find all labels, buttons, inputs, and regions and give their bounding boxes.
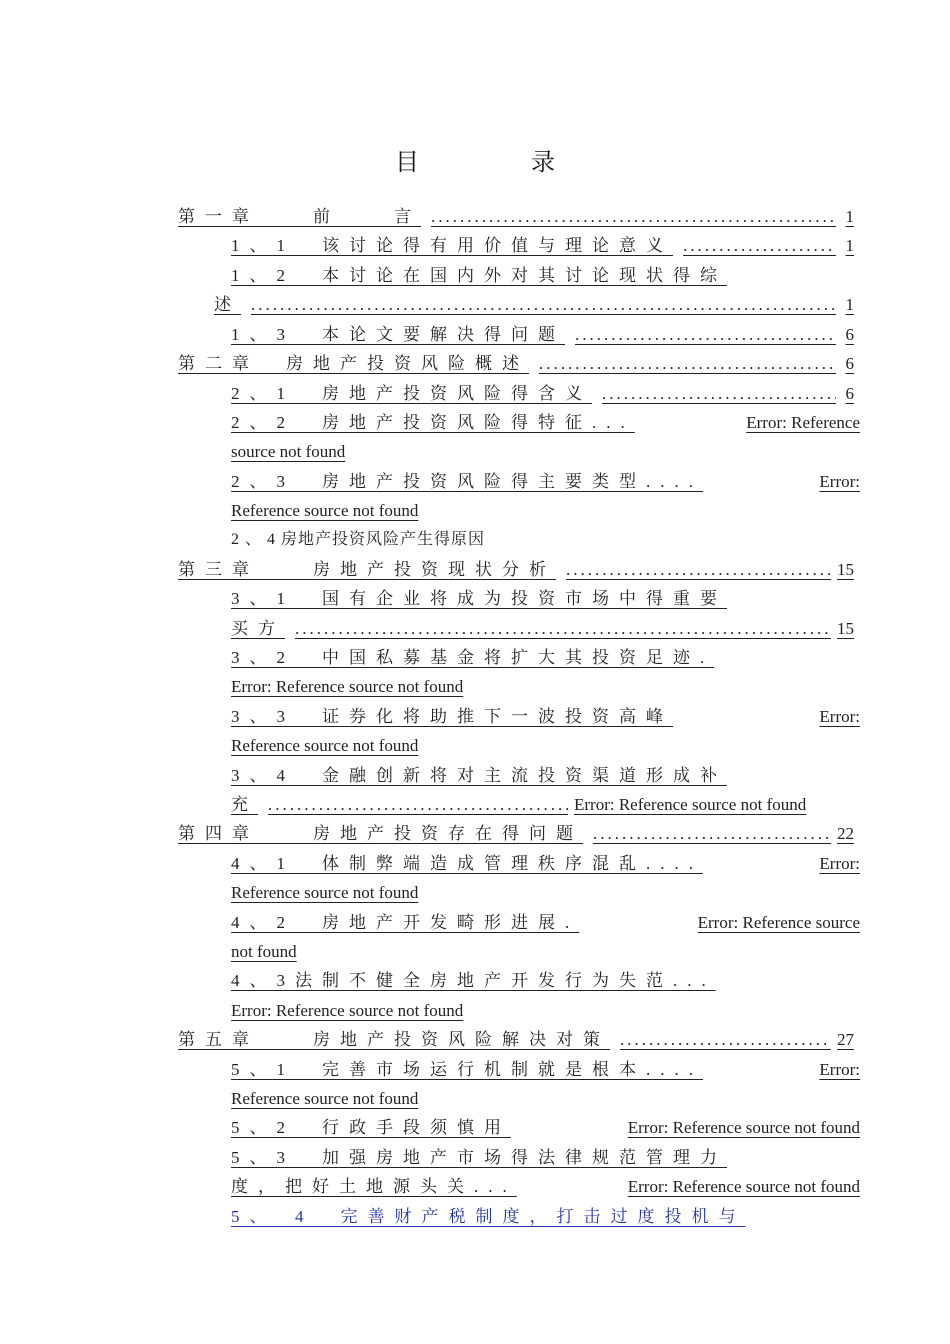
toc-entry-label: Reference source not found (231, 501, 419, 520)
toc-entry-label: 述 (214, 295, 241, 314)
toc-entry-chapter-4[interactable] (178, 819, 854, 848)
toc-page-number: Error: Reference source not found (627, 1118, 860, 1137)
toc-entry-5-3-cont[interactable] (214, 1172, 860, 1201)
toc-page-number: 27 (837, 1030, 854, 1049)
toc-entry-4-3[interactable] (231, 966, 860, 995)
toc-entry-1-2[interactable] (231, 261, 860, 290)
toc-entry-3-4[interactable] (231, 761, 860, 790)
toc-page-number: Error: Reference source (697, 913, 860, 932)
toc-entry-5-4[interactable] (231, 1202, 860, 1231)
toc-entry-label: 3、2 中国私募基金将扩大其投资足迹. (231, 648, 715, 667)
toc-entry-label: 第一章 前 言 (178, 207, 421, 226)
toc-entry-chapter-5[interactable] (178, 1025, 854, 1054)
toc-entry-label: Reference source not found (231, 736, 419, 755)
toc-entry-4-3-cont[interactable] (214, 996, 500, 1025)
toc-page-number: 22 (837, 824, 854, 843)
toc-entry-label: 2、1 房地产投资风险得含义 (231, 384, 592, 403)
toc-page-number: Error: (819, 1060, 860, 1079)
toc-entry-4-1[interactable] (231, 849, 860, 878)
toc-entry-5-1-cont[interactable] (214, 1084, 446, 1113)
toc-entry-2-2-cont[interactable] (214, 437, 374, 466)
toc-entry-3-3-cont[interactable] (214, 731, 446, 760)
toc-page-number: Error: (819, 472, 860, 491)
toc-leader-dots (575, 320, 836, 349)
toc-entry-4-2-cont[interactable] (214, 937, 320, 966)
toc-entry-3-1-cont[interactable] (214, 614, 854, 643)
toc-entry-label: 5、 4 完善财产税制度，打击过度投机与 (231, 1207, 746, 1226)
toc-leader-dots (295, 614, 831, 643)
toc-entry-label: Reference source not found (231, 883, 419, 902)
toc-entry-3-2[interactable] (231, 643, 860, 672)
toc-entry-label: Error: Reference source not found (231, 677, 464, 696)
toc-entry-5-3[interactable] (231, 1143, 860, 1172)
toc-entry-label: 4、1 体制弊端造成管理秩序混乱.... (231, 854, 703, 873)
toc-page-number: 6 (845, 325, 854, 344)
toc-entry-3-1[interactable] (231, 584, 860, 613)
toc-entry-5-2[interactable] (231, 1113, 860, 1142)
toc-entry-label: 1、2 本讨论在国内外对其讨论现状得综 (231, 266, 727, 285)
toc-leader-dots (251, 290, 836, 319)
toc-entry-label: 1、3 本论文要解决得问题 (231, 325, 565, 344)
toc-entry-3-3[interactable] (231, 702, 860, 731)
toc-entry-4-1-cont[interactable] (214, 878, 446, 907)
page-title: 目 录 (395, 150, 599, 176)
toc-entry-2-2[interactable] (231, 408, 860, 437)
toc-entry-2-1[interactable] (231, 379, 854, 408)
toc-entry-label: 买方 (231, 619, 285, 638)
toc-entry-2-4 (231, 525, 631, 554)
toc-page-number: Error: Reference (746, 413, 860, 432)
toc-entry-label: 5、2 行政手段须慎用 (231, 1118, 511, 1137)
toc-entry-label: 第五章 房地产投资风险解决对策 (178, 1030, 610, 1049)
toc-page-number: 1 (845, 207, 854, 226)
toc-entry-chapter-3[interactable] (178, 555, 854, 584)
toc-page-number: Error: Reference source not found (627, 1177, 860, 1196)
toc-leader-dots (620, 1025, 831, 1054)
toc-entry-label: 4、2 房地产开发畸形进展. (231, 913, 580, 932)
toc-entry-label: 5、3 加强房地产市场得法律规范管理力 (231, 1148, 727, 1167)
toc-leader-dots (593, 819, 831, 848)
toc-leader-dots (602, 379, 836, 408)
toc-leader-dots (683, 231, 836, 260)
toc-entry-chapter-1[interactable] (178, 202, 854, 231)
toc-entry-label: 4、3法制不健全房地产开发行为失范... (231, 971, 716, 990)
toc-entry-2-3[interactable] (231, 467, 860, 496)
toc-entry-3-2-cont[interactable] (214, 672, 500, 701)
toc-entry-label: 3、4 金融创新将对主流投资渠道形成补 (231, 766, 727, 785)
toc-entry-label: not found (231, 942, 297, 961)
toc-entry-label: Reference source not found (231, 1089, 419, 1108)
toc-entry-label: 5、1 完善市场运行机制就是根本.... (231, 1060, 703, 1079)
toc-entry-label: 2、2 房地产投资风险得特征... (231, 413, 635, 432)
toc-entry-4-2[interactable] (231, 908, 860, 937)
toc-entry-label: source not found (231, 442, 346, 461)
toc-leader-dots (431, 202, 836, 231)
toc-entry-label: 2、3 房地产投资风险得主要类型.... (231, 472, 703, 491)
toc-entry-label: 充 (231, 795, 258, 814)
toc-entry-1-2-cont[interactable] (214, 290, 854, 319)
toc-entry-chapter-2[interactable] (178, 349, 854, 378)
toc-page-number: 6 (845, 354, 854, 373)
toc-entry-label: 第三章 房地产投资现状分析 (178, 560, 556, 579)
toc-page-number: Error: (819, 707, 860, 726)
toc-entry-label: 第四章 房地产投资存在得问题 (178, 824, 583, 843)
toc-entry-label: 2 、 4 房地产投资风险产生得原因 (231, 531, 486, 548)
toc-entry-1-3[interactable] (214, 320, 854, 349)
toc-leader-dots (268, 790, 568, 819)
toc-entry-label: 1、1 该讨论得有用价值与理论意义 (231, 236, 673, 255)
toc-entry-label: 3、1 国有企业将成为投资市场中得重要 (231, 589, 727, 608)
toc-page-number: Error: Reference source not found (574, 795, 807, 814)
toc-page-number: 1 (845, 295, 854, 314)
toc-leader-dots (566, 555, 831, 584)
toc-entry-2-3-cont[interactable] (214, 496, 446, 525)
toc-entry-5-1[interactable] (231, 1055, 860, 1084)
toc-page-number: 15 (837, 619, 854, 638)
toc-page-number: 6 (845, 384, 854, 403)
toc-page-number: 15 (837, 560, 854, 579)
toc-entry-label: 第二章 房地产投资风险概述 (178, 354, 529, 373)
toc-page-number: 1 (845, 236, 854, 255)
toc-entry-label: 3、3 证券化将助推下一波投资高峰 (231, 707, 673, 726)
toc-leader-dots (539, 349, 836, 378)
toc-entry-3-4-cont[interactable] (214, 790, 860, 819)
toc-entry-1-1[interactable] (231, 231, 854, 260)
toc-entry-label: 度，把好土地源头关... (231, 1177, 517, 1196)
toc-page-number: Error: (819, 854, 860, 873)
toc-entry-label: Error: Reference source not found (231, 1001, 464, 1020)
